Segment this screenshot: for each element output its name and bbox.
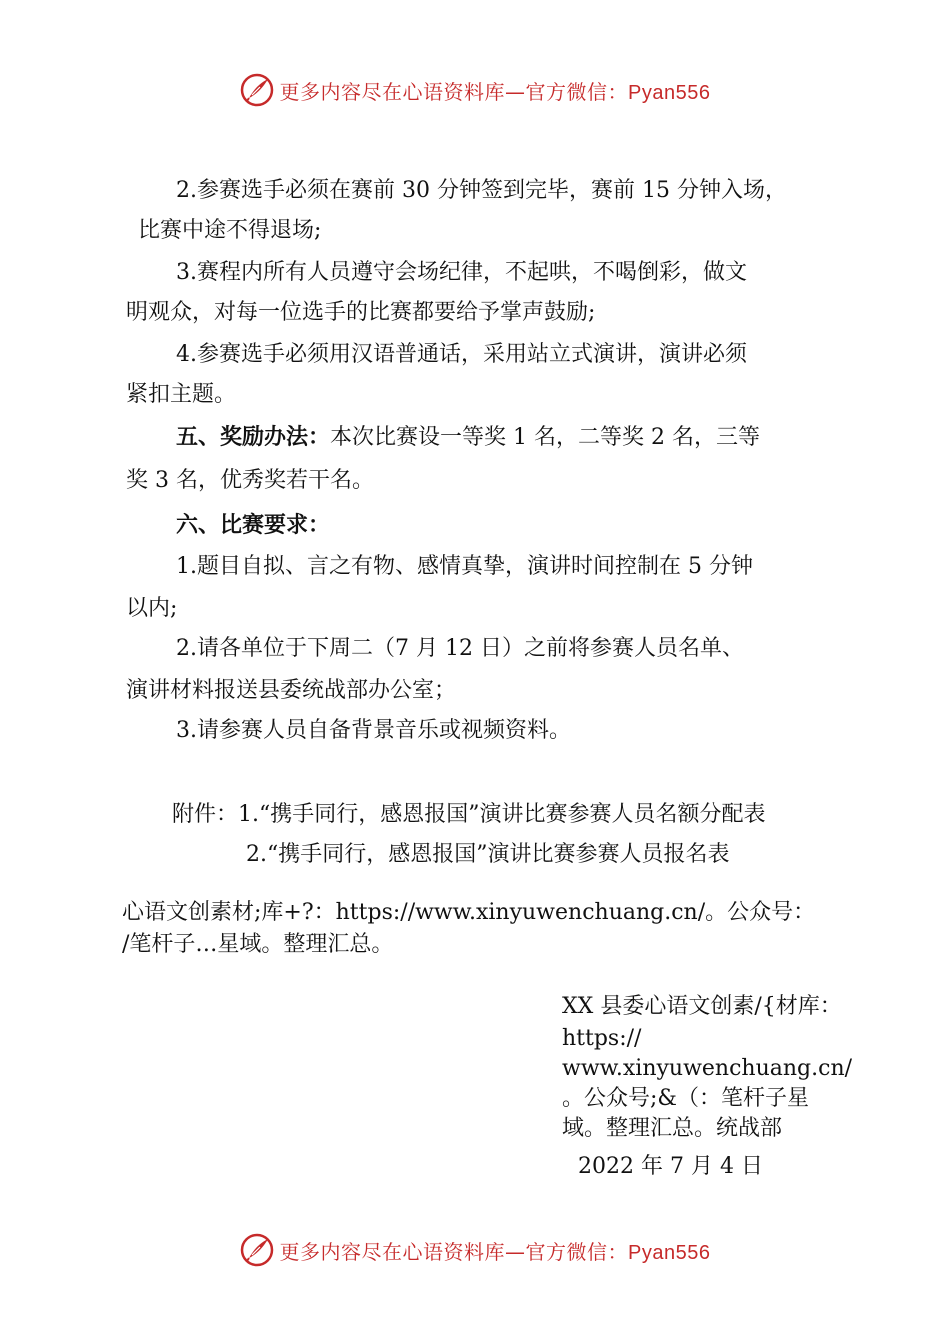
req-2-line-2: 演讲材料报送县委统战部办公室； (126, 678, 457, 703)
rule-4-line-1: 4.参赛选手必须用汉语普通话，采用站立式演讲，演讲必须 (176, 342, 747, 367)
feather-logo-icon (240, 1233, 274, 1267)
rule-2-line-1: 2.参赛选手必须在赛前 30 分钟签到完毕，赛前 15 分钟入场， (176, 178, 787, 203)
rule-4-line-2: 紧扣主题。 (126, 382, 237, 407)
note-line-2: /笔杆子…星域。整理汇总。 (122, 932, 394, 957)
signature-date: 2022 年 7 月 4 日 (578, 1154, 763, 1179)
attachment-1: 附件：1.“携手同行，感恩报国”演讲比赛参赛人员名额分配表 (172, 802, 766, 827)
signature-line-4: 。公众号;&（：笔杆子星 (562, 1086, 809, 1111)
footer-banner (0, 1228, 950, 1272)
section-5-text: 本次比赛设一等奖 1 名，二等奖 2 名，三等 (330, 425, 760, 450)
signature-line-1: XX 县委心语文创素/{材库： (562, 994, 842, 1019)
header-handle: Pyan556 (628, 81, 711, 104)
section-5-line-2: 奖 3 名，优秀奖若干名。 (126, 468, 374, 493)
header-banner (0, 68, 950, 112)
req-1-line-1: 1.题目自拟、言之有物、感情真挚，演讲时间控制在 5 分钟 (176, 554, 753, 579)
section-5-heading: 五、奖励办法： (176, 424, 331, 450)
rule-2-line-2: 比赛中途不得退场; (138, 218, 322, 243)
req-1-line-2: 以内; (126, 596, 178, 621)
attachment-2: 2.“携手同行，感恩报国”演讲比赛参赛人员报名表 (246, 842, 730, 867)
feather-logo-icon (240, 73, 274, 107)
signature-line-5: 域。整理汇总。统战部 (562, 1116, 783, 1141)
rule-3-line-2: 明观众，对每一位选手的比赛都要给予掌声鼓励; (126, 300, 596, 325)
signature-line-3: www.xinyuwenchuang.cn/ (562, 1056, 853, 1081)
footer-handle: Pyan556 (628, 1241, 711, 1264)
section-6-heading: 六、比赛要求： (176, 512, 331, 538)
signature-line-2: https:// (562, 1026, 642, 1051)
section-5-line-1 (176, 422, 760, 453)
req-2-line-1: 2.请各单位于下周二（7 月 12 日）之前将参赛人员名单、 (176, 636, 744, 661)
note-line-1: 心语文创素材;库+?：https://www.xinyuwenchuang.cn/。公众号： (122, 900, 816, 925)
header-brand-text: 更多内容尽在心语资料库—官方微信：Pyan556 (279, 79, 711, 104)
footer-brand-text: 更多内容尽在心语资料库—官方微信：Pyan556 (279, 1239, 711, 1264)
req-3-line-1: 3.请参赛人员自备背景音乐或视频资料。 (176, 718, 571, 743)
rule-3-line-1: 3.赛程内所有人员遵守会场纪律，不起哄，不喝倒彩，做文 (176, 260, 747, 285)
